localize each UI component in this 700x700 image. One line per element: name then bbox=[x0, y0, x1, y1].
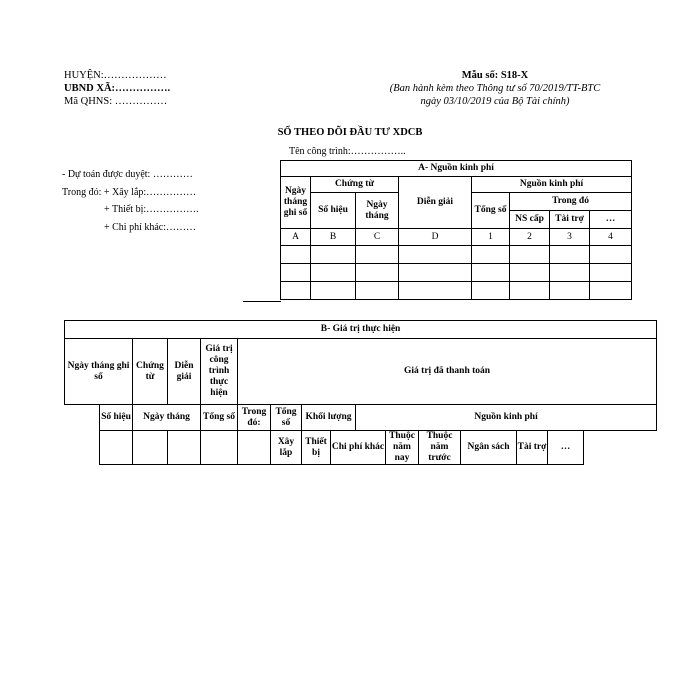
table-a-row bbox=[281, 282, 632, 300]
table-a-col-voucher-date: Ngày tháng bbox=[356, 193, 399, 229]
table-b-col-total2: Tổng số bbox=[271, 405, 302, 431]
estimate-block bbox=[62, 166, 199, 236]
table-a-funding bbox=[280, 160, 632, 300]
table-b-col-funding: Nguồn kinh phí bbox=[356, 405, 657, 431]
table-a-col-voucher: Chứng từ bbox=[311, 177, 399, 193]
estimate-approved: - Dự toán được duyệt: ………… bbox=[62, 169, 193, 180]
table-a-code: C bbox=[356, 229, 399, 246]
table-b-col-paid: Giá trị đã thanh toán bbox=[238, 339, 657, 405]
table-a-col-of-which: Trong đó bbox=[510, 193, 632, 211]
table-b-col-grant: Tài trợ bbox=[517, 431, 548, 465]
table-a-col-more: … bbox=[590, 211, 632, 229]
table-b-value bbox=[64, 320, 657, 465]
table-a-col-total: Tổng số bbox=[472, 193, 510, 229]
table-a-row bbox=[281, 246, 632, 264]
estimate-construction: Trong đó: + Xây lắp:…………… bbox=[62, 186, 197, 198]
estimate-equipment: + Thiết bị:……………. bbox=[104, 204, 199, 215]
project-name: Tên công trình:…………….. bbox=[289, 146, 406, 157]
table-b-col-volume: Khối lượng bbox=[302, 405, 356, 431]
form-number: Mẫu số: S18-X bbox=[461, 70, 529, 81]
table-a-col-desc: Diễn giải bbox=[399, 177, 472, 229]
table-a-code: 3 bbox=[550, 229, 590, 246]
table-b-section-title: B- Giá trị thực hiện bbox=[65, 321, 657, 339]
table-a-col-grant: Tài trợ bbox=[550, 211, 590, 229]
table-b-col-voucher-no: Số hiệu bbox=[100, 405, 133, 431]
table-a-section-title: A- Nguồn kinh phí bbox=[281, 161, 632, 177]
header-left bbox=[64, 69, 170, 108]
table-a-col-date: Ngày tháng ghi sổ bbox=[281, 177, 311, 229]
table-a-code: 4 bbox=[590, 229, 632, 246]
district-label: HUYỆN:……………… bbox=[64, 70, 167, 81]
table-a-code: 2 bbox=[510, 229, 550, 246]
issued-date: ngày 03/10/2019 của Bộ Tài chính) bbox=[420, 96, 570, 107]
table-b-col-other: Chi phí khác bbox=[331, 431, 386, 465]
table-b-col-of-which: Trong đó: bbox=[238, 405, 271, 431]
table-b-col-equip: Thiết bị bbox=[302, 431, 331, 465]
commune-label: UBND XÃ:……………. bbox=[64, 83, 171, 94]
table-b-col-desc: Diễn giải bbox=[168, 339, 201, 405]
estimate-other: + Chi phí khác:……… bbox=[104, 221, 197, 233]
table-a-row bbox=[281, 264, 632, 282]
table-a-code: D bbox=[399, 229, 472, 246]
table-b-col-more: … bbox=[548, 431, 584, 465]
table-a-col-ns: NS cấp bbox=[510, 211, 550, 229]
table-b-col-voucher-date: Ngày tháng bbox=[133, 405, 201, 431]
table-a-col-voucher-no: Số hiệu bbox=[311, 193, 356, 229]
table-a-col-funding: Nguồn kinh phí bbox=[472, 177, 632, 193]
table-b-col-budget: Ngân sách bbox=[461, 431, 517, 465]
table-a-baseline bbox=[243, 301, 281, 302]
table-b-col-date: Ngày tháng ghi sổ bbox=[65, 339, 133, 405]
table-b-col-value: Giá trị công trình thực hiện bbox=[201, 339, 238, 405]
table-b-col-prev-year: Thuộc năm trước bbox=[419, 431, 461, 465]
table-a-code: B bbox=[311, 229, 356, 246]
table-b-col-this-year: Thuộc năm nay bbox=[386, 431, 419, 465]
table-a-code: A bbox=[281, 229, 311, 246]
header-right bbox=[380, 69, 610, 108]
table-b-col-total: Tổng số bbox=[201, 405, 238, 431]
table-b-col-build: Xây lắp bbox=[271, 431, 302, 465]
table-a-code: 1 bbox=[472, 229, 510, 246]
document-title: SỔ THEO DÕI ĐẦU TƯ XDCB bbox=[277, 127, 423, 138]
table-b-col-voucher: Chứng từ bbox=[133, 339, 168, 405]
issued-by: (Ban hành kèm theo Thông tư số 70/2019/TT-BTC bbox=[389, 83, 601, 94]
qhns-label: Mã QHNS: …………… bbox=[64, 96, 168, 107]
